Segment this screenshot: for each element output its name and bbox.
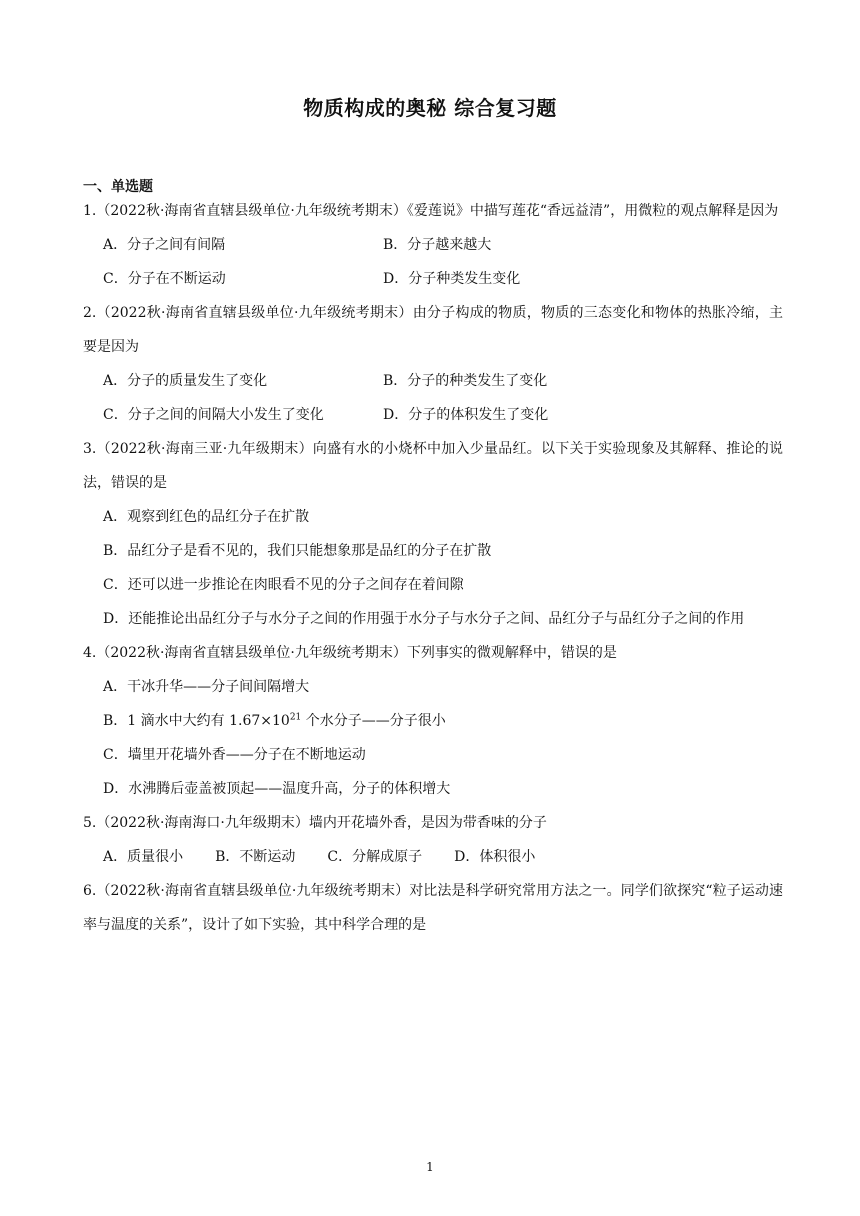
option-a: A．分子之间有间隔 — [103, 237, 226, 253]
option-c: C．分子在不断运动 — [103, 271, 226, 287]
option-b: B．分子的种类发生了变化 — [383, 373, 548, 389]
option-b: B．分子越来越大 — [383, 237, 492, 253]
options — [83, 670, 783, 806]
option-d: D．分子的体积发生了变化 — [383, 407, 549, 423]
option-a: A．干冰升华——分子间间隔增大 — [103, 679, 310, 695]
question-5 — [83, 806, 783, 874]
option-a: A．质量很小 — [103, 849, 184, 865]
option-d: D．水沸腾后壶盖被顶起——温度升高，分子的体积增大 — [103, 781, 451, 797]
question-stem: 5.（2022秋·海南海口·九年级期末）墙内开花墙外香，是因为带香味的分子 — [83, 815, 547, 831]
option-c: C．还可以进一步推论在肉眼看不见的分子之间存在着间隙 — [103, 577, 464, 593]
option-b: B．不断运动 — [215, 849, 296, 865]
options — [83, 364, 783, 432]
option-a: A．观察到红色的品红分子在扩散 — [103, 509, 310, 525]
question-stem: 4.（2022秋·海南省直辖县级单位·九年级统考期末）下列事实的微观解释中，错误的是 — [83, 645, 617, 661]
exponent: 21 — [289, 712, 302, 723]
question-stem: 2.（2022秋·海南省直辖县级单位·九年级统考期末）由分子构成的物质，物质的三态变化和物体的热胀冷缩，主要是因为 — [83, 305, 783, 355]
question-1 — [83, 194, 783, 296]
question-2 — [83, 296, 783, 432]
option-c: C．墙里开花墙外香——分子在不断地运动 — [103, 747, 366, 763]
options — [83, 840, 783, 874]
option-c: C．分子之间的间隔大小发生了变化 — [103, 407, 324, 423]
options — [83, 500, 783, 636]
option-b — [103, 704, 783, 738]
question-6 — [83, 874, 783, 942]
option-b-tail: 个水分子——分子很小 — [301, 713, 446, 729]
page-number: 1 — [426, 1160, 434, 1174]
question-list — [83, 194, 783, 942]
question-stem: 6.（2022秋·海南省直辖县级单位·九年级统考期末）对比法是科学研究常用方法之一。同学们欲探究“粒子运动速率与温度的关系”，设计了如下实验，其中科学合理的是 — [83, 883, 783, 933]
option-a: A．分子的质量发生了变化 — [103, 373, 268, 389]
option-d: D．还能推论出品红分子与水分子之间的作用强于水分子与水分子之间、品红分子与品红分子之间的作用 — [103, 611, 745, 627]
option-b: B．品红分子是看不见的，我们只能想象那是品红的分子在扩散 — [103, 543, 492, 559]
page-title: 物质构成的奥秘 综合复习题 — [303, 96, 557, 120]
section-heading: 一、单选题 — [83, 179, 153, 195]
option-c: C．分解成原子 — [327, 849, 423, 865]
question-stem: 3.（2022秋·海南三亚·九年级期末）向盛有水的小烧杯中加入少量品红。以下关于实验现象及其解释、推论的说法，错误的是 — [83, 441, 783, 491]
option-d: D．分子种类发生变化 — [383, 271, 521, 287]
options — [83, 228, 783, 296]
option-d: D．体积很小 — [454, 849, 536, 865]
option-b-main: B．1 滴水中大约有 1.67×10 — [103, 713, 290, 729]
question-3 — [83, 432, 783, 636]
question-4 — [83, 636, 783, 806]
question-stem: 1.（2022秋·海南省直辖县级单位·九年级统考期末）《爱莲说》中描写莲花“香远益清”，用微粒的观点解释是因为 — [83, 203, 779, 219]
